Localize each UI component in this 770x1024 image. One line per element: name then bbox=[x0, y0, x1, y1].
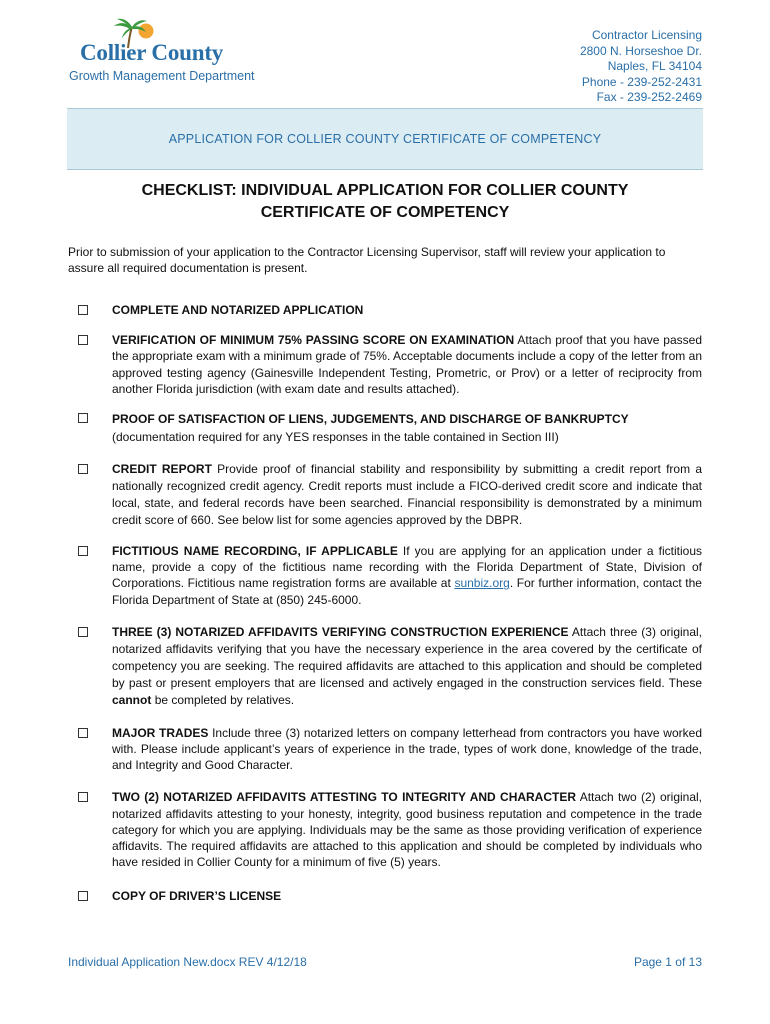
checklist-item-fictitious-name bbox=[68, 543, 702, 608]
checklist-item-application bbox=[68, 302, 702, 318]
checkbox[interactable] bbox=[78, 891, 88, 901]
item-body: Provide proof of financial stability and responsibility by submitting a credit report from a nationally recognized credit agency. Credit reports must include a FICO-derived credit score and indicate that local, state, and federal records have been searched. Financial responsibility is demonstrated by a minimum credit score of 660. See below list for some agencies approved by the DBPR. bbox=[112, 462, 702, 528]
item-heading: COPY OF DRIVER’S LICENSE bbox=[112, 889, 282, 904]
checkbox[interactable] bbox=[78, 728, 88, 738]
item-body: (documentation required for any YES responses in the table contained in Section III) bbox=[112, 430, 559, 445]
item-body-continued: . For further information, contact the Florida Department of State at (850) 245-6000. bbox=[112, 576, 702, 607]
checkbox[interactable] bbox=[78, 464, 88, 474]
intro-paragraph: Prior to submission of your application to the Contractor Licensing Supervisor, staff will review your application to assure all required documentation is present. bbox=[68, 245, 666, 275]
item-heading: MAJOR TRADES bbox=[112, 725, 209, 740]
item-heading: CREDIT REPORT bbox=[112, 462, 212, 477]
page-title-line-2: CERTIFICATE OF COMPETENCY bbox=[260, 204, 510, 221]
item-body-continued: be completed by relatives. bbox=[154, 692, 295, 707]
item-heading: VERIFICATION OF MINIMUM 75% PASSING SCORE ON EXAMINATION bbox=[112, 333, 515, 348]
checkbox[interactable] bbox=[78, 792, 88, 802]
logo-subtitle: Growth Management Department bbox=[69, 69, 255, 83]
collier-county-logo bbox=[68, 18, 268, 88]
contact-phone: Phone - 239-252-2431 bbox=[581, 74, 702, 89]
application-banner: APPLICATION FOR COLLIER COUNTY CERTIFICATE OF COMPETENCY bbox=[67, 108, 703, 170]
item-heading: PROOF OF SATISFACTION OF LIENS, JUDGEMENTS, AND DISCHARGE OF BANKRUPTCY bbox=[112, 412, 629, 427]
checklist-item-credit-report bbox=[68, 461, 702, 529]
item-heading: THREE (3) NOTARIZED AFFIDAVITS VERIFYING CONSTRUCTION EXPERIENCE bbox=[112, 624, 569, 639]
item-body: Attach two (2) original, notarized affidavits attesting to your honesty, integrity, good business reputation and competence in the trade category for which you are applying. Individuals may be the same as those providing verification of experience affidavits. The required affidavits are attached to this application and should be completed by individuals who have resided in Collier County for a minimum of five (5) years. bbox=[112, 790, 703, 870]
item-body: Attach proof that you have passed the appropriate exam with a minimum grade of 75%. Acceptable documents include a copy of the letter from an approved testing agency (Gainesville Independent Testing, Prometric, or Prov) or a letter of reciprocity from another Florida jurisdiction (with exam date and results attached). bbox=[112, 333, 702, 396]
checkbox[interactable] bbox=[78, 305, 88, 315]
contact-street: 2800 N. Horseshoe Dr. bbox=[579, 43, 702, 58]
checklist-item-character-affidavits bbox=[68, 789, 702, 870]
checklist-item-liens bbox=[68, 410, 702, 446]
contact-fax: Fax - 239-252-2469 bbox=[596, 90, 702, 105]
checklist-item-drivers-license bbox=[68, 888, 702, 904]
checklist-item-exam-score bbox=[68, 332, 702, 397]
page-title-line-1: CHECKLIST: INDIVIDUAL APPLICATION FOR COLLIER COUNTY bbox=[141, 182, 629, 199]
checkbox[interactable] bbox=[78, 546, 88, 556]
item-body: Include three (3) notarized letters on company letterhead from contractors you have worked with. Please include applicant’s years of experience in the trade, types of work done, knowledge of the trade, and Integrity and Good Character. bbox=[112, 725, 702, 773]
sunbiz-link[interactable]: sunbiz.org bbox=[454, 576, 510, 591]
checklist-item-experience-affidavits bbox=[68, 624, 702, 709]
checkbox[interactable] bbox=[78, 413, 88, 423]
checklist bbox=[68, 302, 702, 905]
page-title bbox=[68, 180, 702, 224]
contact-office: Contractor Licensing bbox=[591, 28, 702, 42]
item-heading: FICTITIOUS NAME RECORDING, IF APPLICABLE bbox=[112, 544, 398, 559]
item-emphasis: cannot bbox=[112, 692, 152, 707]
contact-block bbox=[580, 28, 702, 106]
item-heading: TWO (2) NOTARIZED AFFIDAVITS ATTESTING TO INTEGRITY AND CHARACTER bbox=[112, 790, 577, 805]
checklist-item-major-trades bbox=[68, 725, 702, 774]
item-body: Attach three (3) original, notarized affidavits verifying that you have the necessary experience in the area covered by the certificate of competency you are seeking. The required affidavits are attached to this application and should be completed by past or present employers that are licensed and actively engaged in the construction services field. These bbox=[112, 624, 703, 690]
checkbox[interactable] bbox=[78, 335, 88, 345]
item-heading: COMPLETE AND NOTARIZED APPLICATION bbox=[112, 303, 364, 317]
contact-city: Naples, FL 34104 bbox=[607, 59, 702, 74]
footer-page-number: Page 1 of 13 bbox=[633, 955, 702, 969]
footer-document-name: Individual Application New.docx REV 4/12/18 bbox=[68, 955, 307, 969]
checkbox[interactable] bbox=[78, 627, 88, 637]
logo-name: Collier County bbox=[80, 40, 224, 65]
item-body: If you are applying for an application under a fictitious name, provide a copy of the fictitious name recording with the Florida Department of State, Division of Corporations. Fictitious name registration forms are available at bbox=[112, 544, 703, 591]
